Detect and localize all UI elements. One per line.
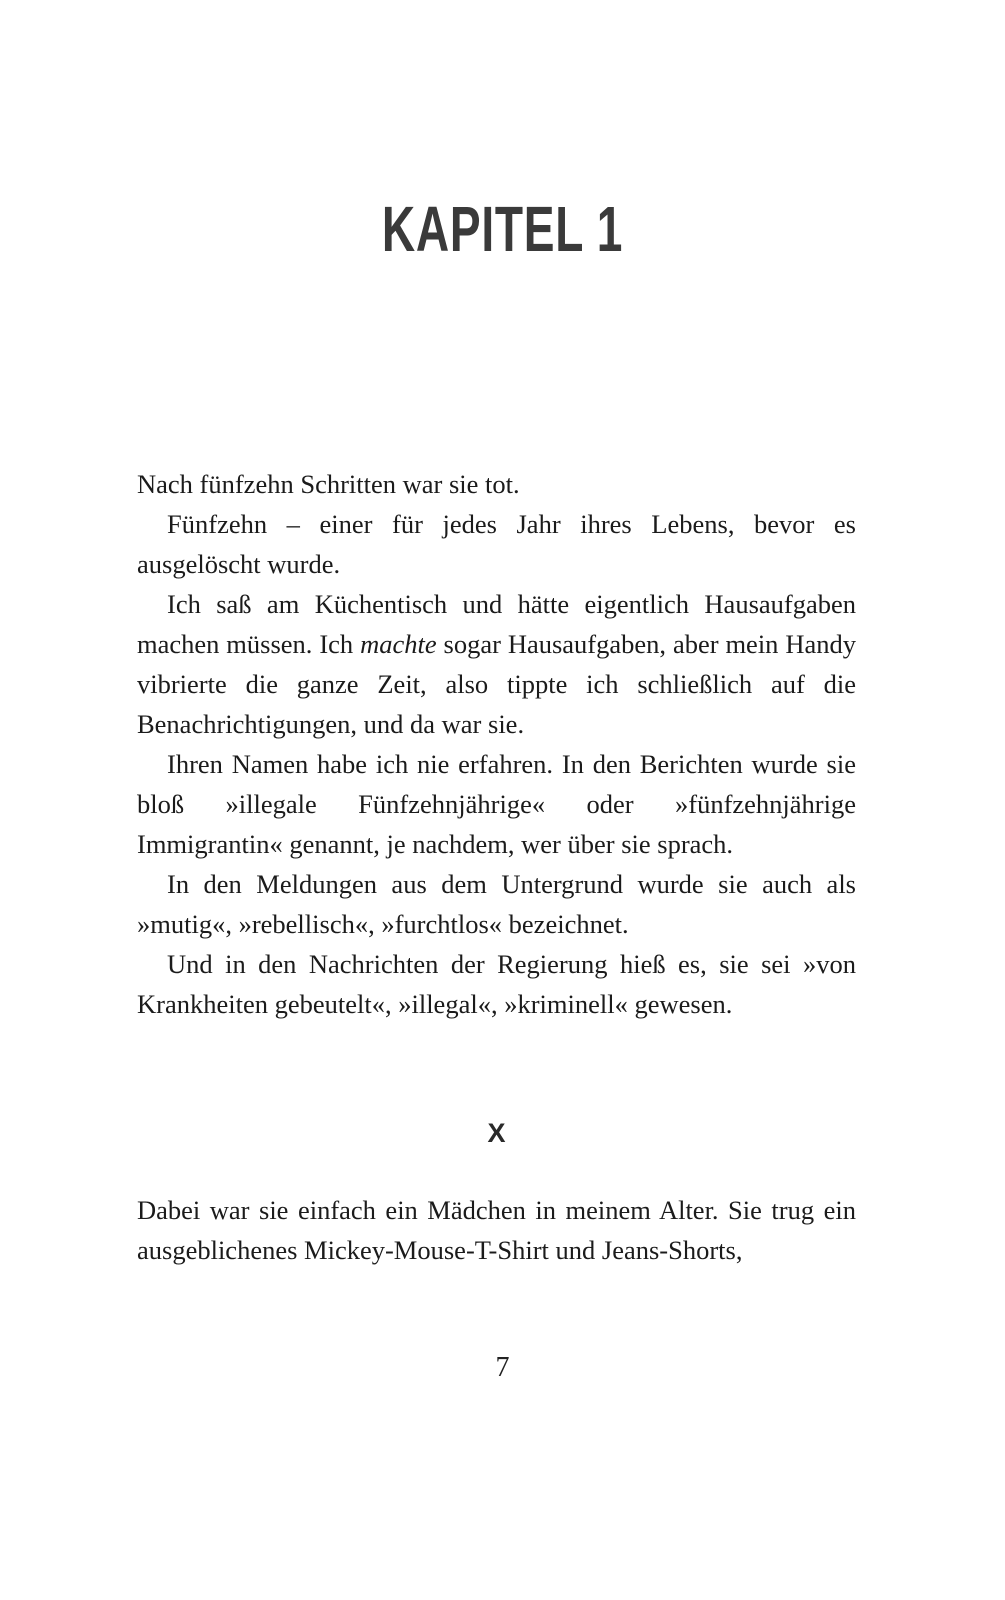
section-divider: X [487, 1118, 506, 1148]
paragraph [137, 584, 856, 744]
chapter-title: KAPITEL 1 [381, 193, 624, 265]
paragraph: Fünfzehn – einer für jedes Jahr ihres Lebens, bevor es ausgelöscht wurde. [137, 509, 856, 579]
paragraph: Dabei war sie einfach ein Mädchen in meinem Alter. Sie trug ein ausgeblichenes Mickey-Mouse-T-Shirt und Jeans-Shorts, [137, 1195, 856, 1265]
paragraph: Ihren Namen habe ich nie erfahren. In den Berichten wurde sie bloß »illegale Fünfzehnjährige« oder »fünfzehnjährige Immigrantin« genannt, je nachdem, wer über sie sprach. [137, 749, 856, 859]
paragraph: Und in den Nachrichten der Regierung hieß es, sie sei »von Krankheiten gebeutelt«, »illegal«, »kriminell« gewesen. [137, 949, 856, 1019]
body-text-main [137, 464, 856, 1024]
page-number: 7 [495, 1352, 510, 1383]
paragraph-segment: sogar Hausaufgaben, aber mein Handy vibrierte die ganze Zeit, also tippte ich schließlich auf die Benachrichtigungen, und da war sie. [137, 629, 856, 739]
body-text-closing [137, 1190, 856, 1270]
paragraph-italic-word: machte [360, 629, 437, 659]
paragraph-segment: Ich saß am Küchentisch und hätte eigentlich Hausaufgaben machen müssen. Ich [137, 589, 856, 659]
paragraph: In den Meldungen aus dem Untergrund wurde sie auch als »mutig«, »rebellisch«, »furchtlos« bezeichnet. [137, 869, 856, 939]
paragraph: Nach fünfzehn Schritten war sie tot. [137, 469, 520, 499]
